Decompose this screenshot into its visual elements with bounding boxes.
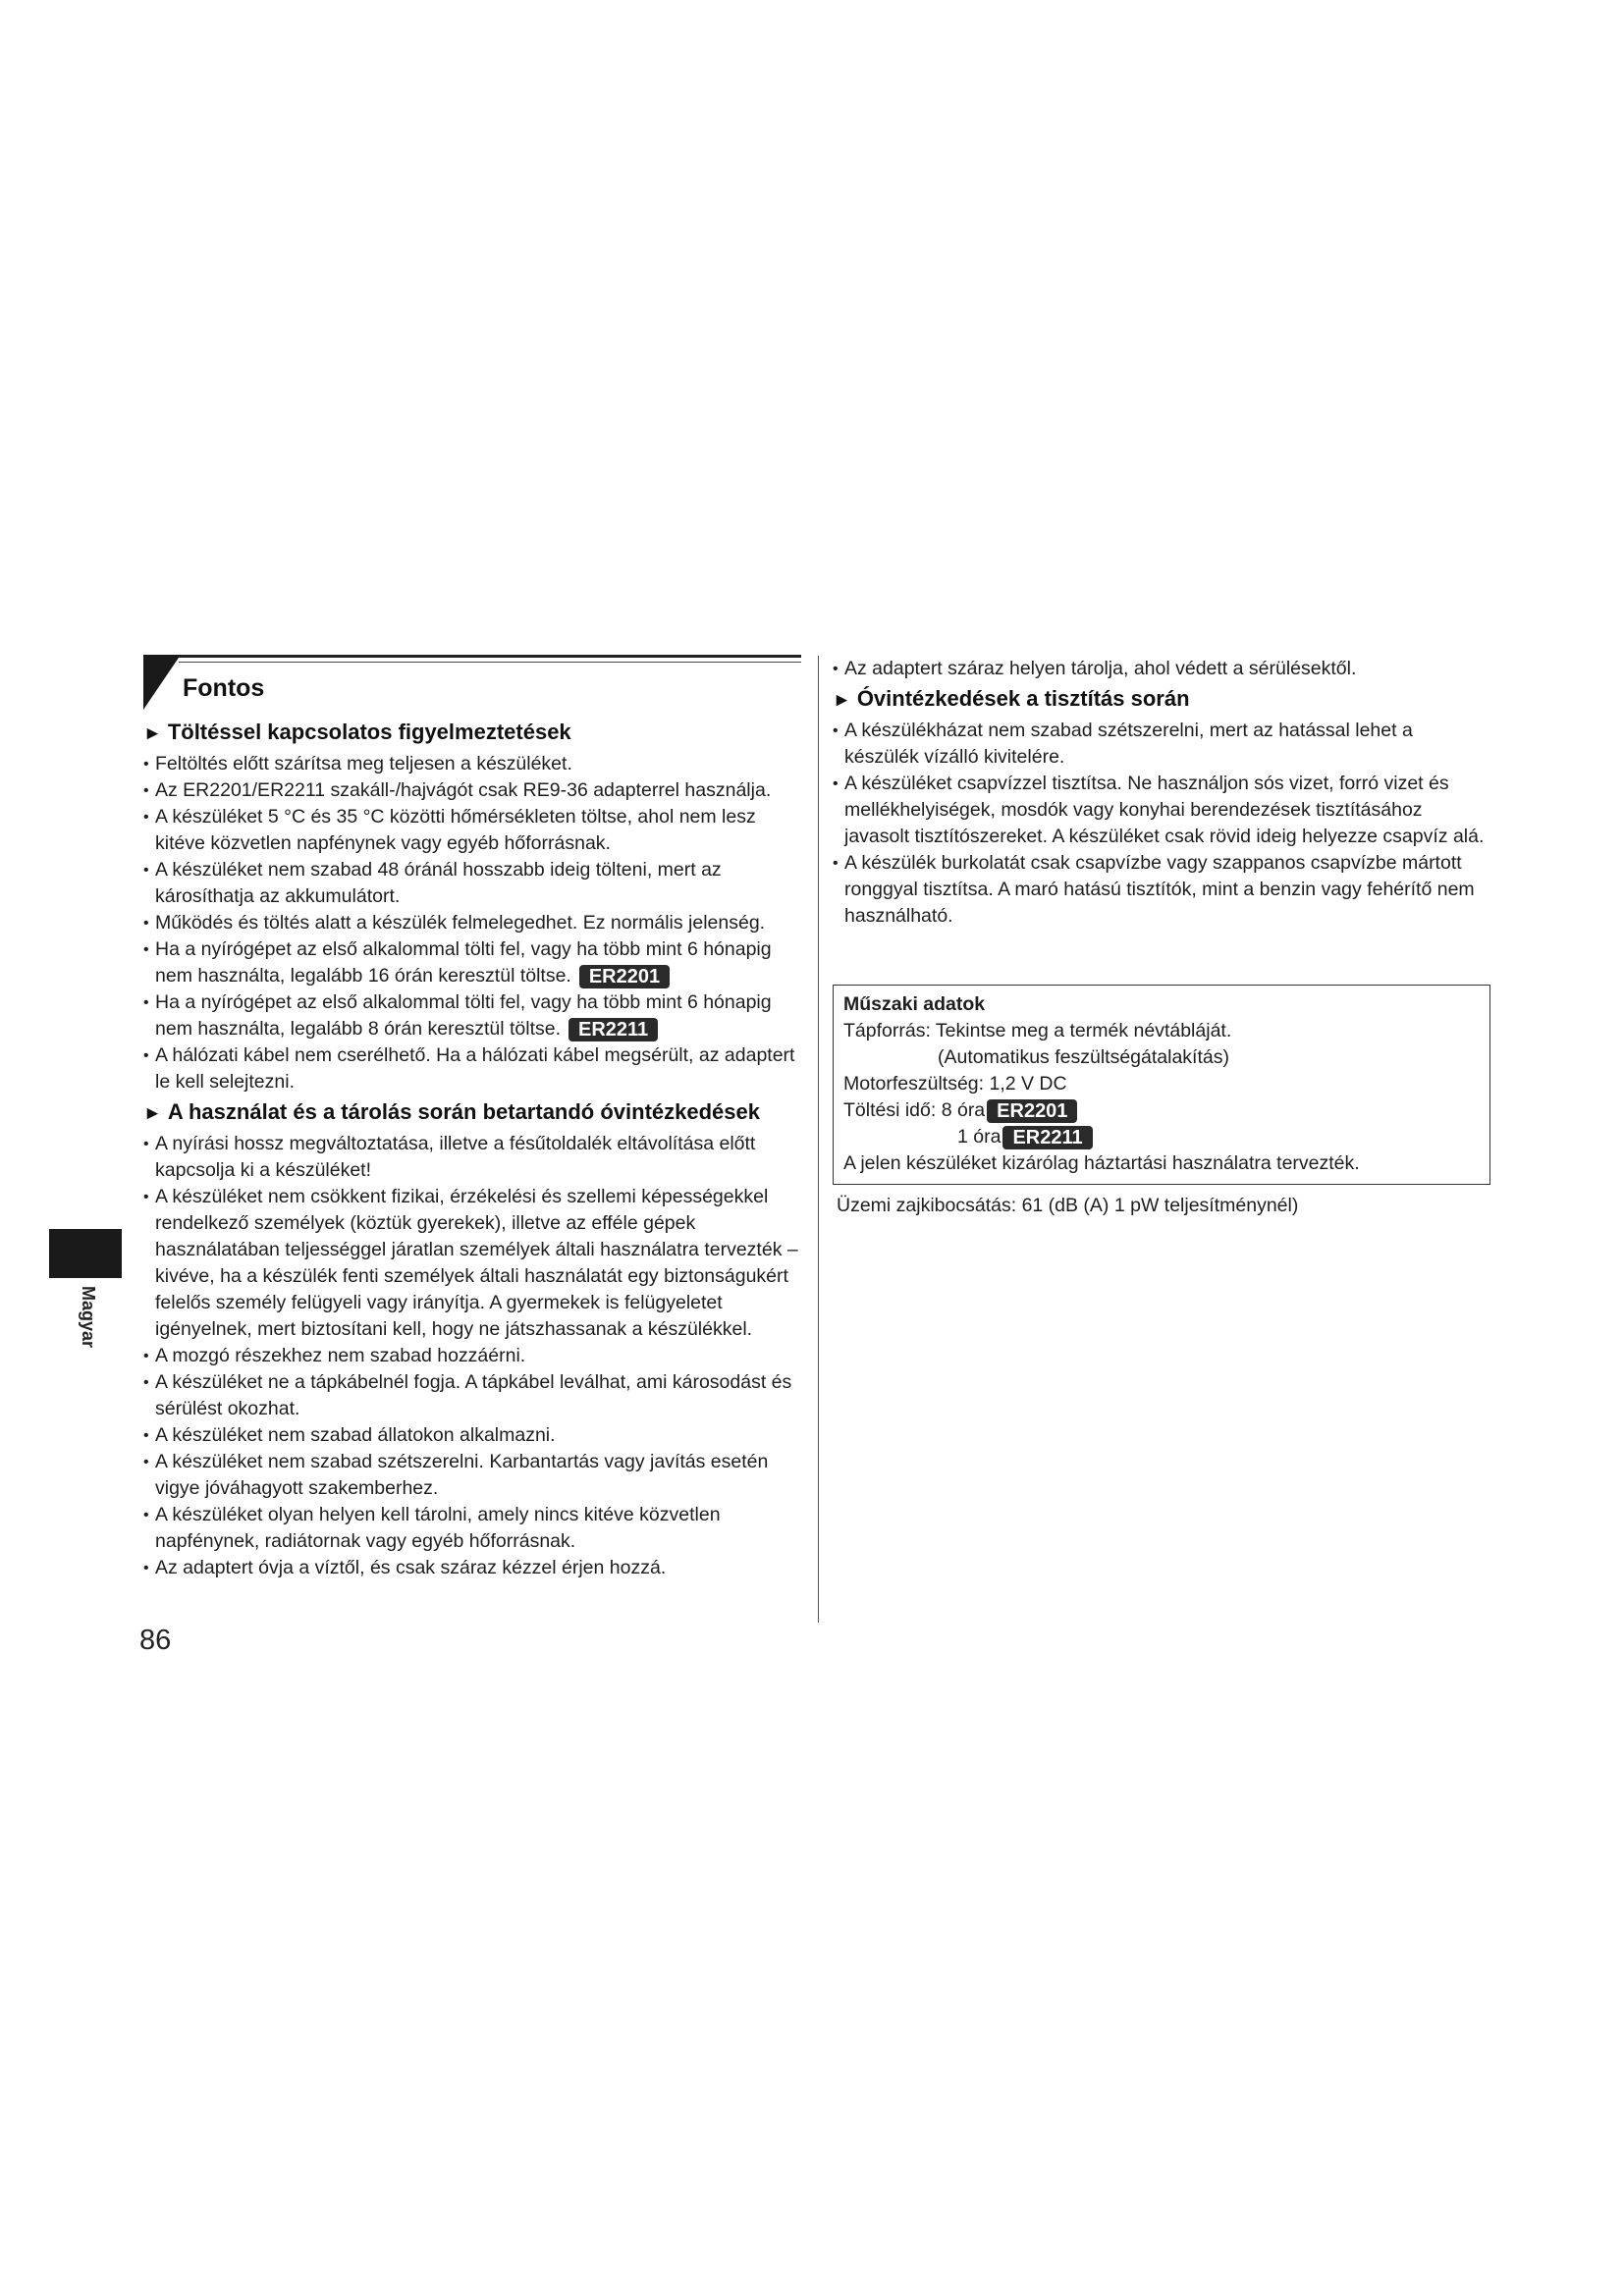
column-divider bbox=[818, 656, 819, 1623]
specifications-box bbox=[833, 985, 1490, 1185]
language-label: Magyar bbox=[79, 1286, 98, 1349]
page-number: 86 bbox=[139, 1625, 172, 1656]
list-item: • Működés és töltés alatt a készülék felmelegedhet. Ez normális jelenség. bbox=[143, 910, 801, 936]
household-note: A jelen készüléket kizárólag háztartási használatra tervezték. bbox=[843, 1152, 1360, 1174]
charging-warnings-list bbox=[143, 751, 801, 1095]
list-item: • A mozgó részekhez nem szabad hozzáérni. bbox=[143, 1343, 801, 1369]
arrow-right-icon: ► bbox=[833, 690, 851, 711]
list-item: • Az adaptert óvja a víztől, és csak száraz kézzel érjen hozzá. bbox=[143, 1555, 801, 1581]
list-item-text: Ha a nyírógépet az első alkalommal tölti fel, vagy ha több mint 6 hónapig nem használta, legalább 8 órán keresztül töltse. bbox=[155, 991, 772, 1040]
model-badge: ER2201 bbox=[579, 965, 670, 988]
list-item: • A készüléket nem szabad 48 óránál hosszabb ideig tölteni, mert az károsíthatja az akkumulátort. bbox=[143, 857, 801, 910]
right-column bbox=[833, 656, 1492, 930]
list-item: • A készüléket csapvízzel tisztítsa. Ne használjon sós vizet, forró vizet és mellékhelyiségek, mosdók vagy konyhai berendezések tisztításához javasolt tisztítószereket. A készüléket csak rövid ideig helyezze csapvíz alá. bbox=[833, 771, 1492, 850]
header-triangle-icon bbox=[143, 655, 181, 710]
header-rule bbox=[179, 655, 801, 658]
list-item: • Az adaptert száraz helyen tárolja, ahol védett a sérülésektől. bbox=[833, 656, 1492, 682]
list-item: • Az ER2201/ER2211 szakáll-/hajvágót csak RE9-36 adapterrel használja. bbox=[143, 777, 801, 804]
specifications-title: Műszaki adatok bbox=[843, 993, 986, 1015]
heading-text: A használat és a tárolás során betartandó óvintézkedések bbox=[167, 1099, 760, 1124]
list-item: • A készüléket nem szabad állatokon alkalmazni. bbox=[143, 1422, 801, 1449]
list-item: • A készülékházat nem szabad szétszerelni, mert az hatással lehet a készülék vízálló kivitelére. bbox=[833, 718, 1492, 771]
list-item: • A készüléket ne a tápkábelnél fogja. A tápkábel leválhat, ami károsodást és sérülést okozhat. bbox=[143, 1369, 801, 1422]
usage-storage-heading bbox=[143, 1097, 801, 1129]
cleaning-list bbox=[833, 718, 1492, 930]
list-item: • A készüléket nem szabad szétszerelni. Karbantartás vagy javítás esetén vigye jóváhagyott szakemberhez. bbox=[143, 1449, 801, 1502]
list-item: • A készülék burkolatát csak csapvízbe vagy szappanos csapvízbe mártott ronggyal tisztítsa. A maró hatású tisztítók, mint a benzin vagy fehérítő nem használható. bbox=[833, 850, 1492, 930]
list-item-text: Ha a nyírógépet az első alkalommal tölti fel, vagy ha több mint 6 hónapig nem használta, legalább 16 órán keresztül töltse. bbox=[155, 938, 772, 987]
arrow-right-icon: ► bbox=[143, 723, 162, 744]
heading-text: Óvintézkedések a tisztítás során bbox=[856, 686, 1190, 711]
list-item: • A hálózati kábel nem cserélhető. Ha a hálózati kábel megsérült, az adaptert le kell selejtezni. bbox=[143, 1042, 801, 1095]
list-item: • Feltöltés előtt szárítsa meg teljesen a készüléket. bbox=[143, 751, 801, 777]
header-title: Fontos bbox=[183, 674, 265, 702]
section-header bbox=[143, 655, 801, 716]
power-source-note: (Automatikus feszültségátalakítás) bbox=[938, 1046, 1229, 1068]
list-item bbox=[143, 936, 801, 989]
heading-text: Töltéssel kapcsolatos figyelmeztetések bbox=[167, 720, 571, 744]
list-item: • A készüléket olyan helyen kell tárolni, amely nincs kitéve közvetlen napfénynek, radiátornak vagy egyéb hőforrásnak. bbox=[143, 1502, 801, 1555]
model-badge: ER2211 bbox=[1002, 1126, 1092, 1149]
usage-storage-list bbox=[143, 1131, 801, 1581]
left-column bbox=[143, 716, 801, 1581]
language-tab bbox=[49, 1229, 122, 1278]
noise-emission: Üzemi zajkibocsátás: 61 (dB (A) 1 pW teljesítménynél) bbox=[837, 1195, 1299, 1216]
charge-time-label: Töltési idő: 8 óra bbox=[843, 1099, 986, 1121]
power-source: Tápforrás: Tekintse meg a termék névtábláját. bbox=[843, 1020, 1232, 1041]
model-badge: ER2211 bbox=[568, 1018, 658, 1041]
list-item: • A készüléket nem csökkent fizikai, érzékelési és szellemi képességekkel rendelkező személyek (köztük gyerekek), illetve az efféle gépek használatában teljességgel járatlan személyek általi használatra tervezték – kivéve, ha a készülék fenti személyek általi használatát egy biztonságukért felelős személy felügyeli vagy irányítja. A gyermekek is felügyeletet igényelnek, mert biztosítani kell, hogy ne játszhassanak a készülékkel. bbox=[143, 1184, 801, 1343]
charge-time-row bbox=[843, 1097, 1480, 1124]
header-rule-thin bbox=[179, 662, 801, 663]
charge-time-value: 1 óra bbox=[957, 1126, 1001, 1148]
charging-warnings-heading bbox=[143, 718, 801, 749]
list-item: • A készüléket 5 °C és 35 °C közötti hőmérsékleten töltse, ahol nem lesz kitéve közvetlen napfénynek vagy egyéb hőforrásnak. bbox=[143, 804, 801, 857]
storage-list bbox=[833, 656, 1492, 682]
cleaning-heading bbox=[833, 684, 1492, 716]
motor-voltage: Motorfeszültség: 1,2 V DC bbox=[843, 1073, 1067, 1095]
list-item: • A nyírási hossz megváltoztatása, illetve a fésűtoldalék eltávolítása előtt kapcsolja ki a készüléket! bbox=[143, 1131, 801, 1184]
list-item bbox=[143, 989, 801, 1042]
arrow-right-icon: ► bbox=[143, 1103, 162, 1124]
charge-time-row-2 bbox=[843, 1124, 1480, 1150]
model-badge: ER2201 bbox=[987, 1099, 1077, 1123]
